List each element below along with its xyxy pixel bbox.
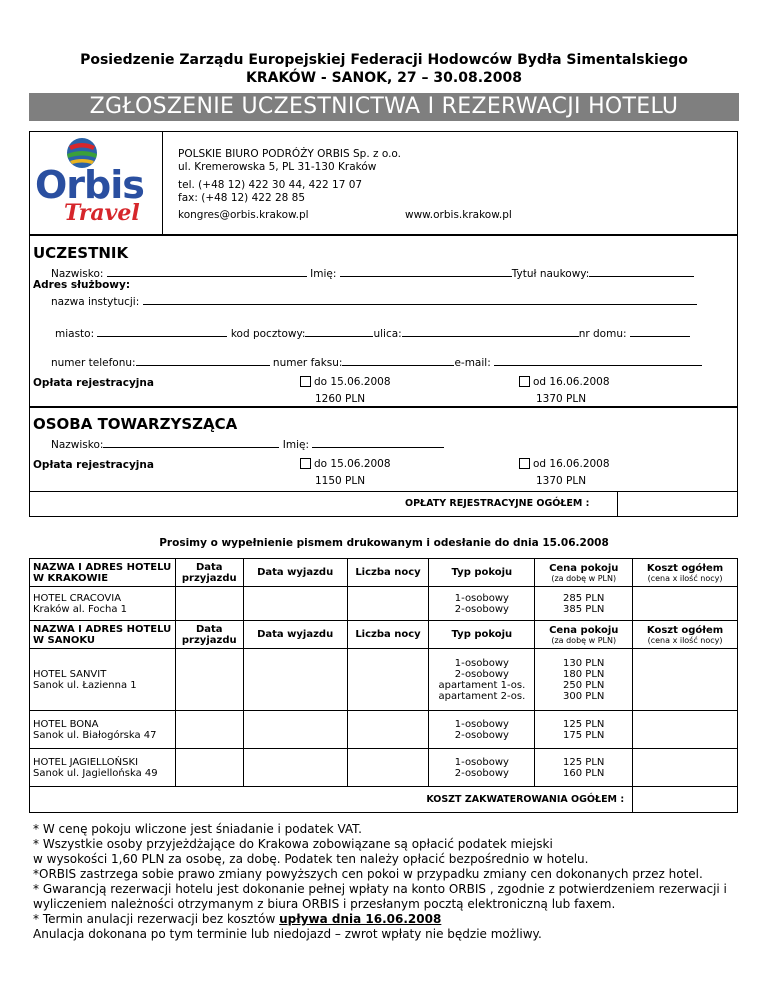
agency-tel: tel. (+48 12) 422 30 44, 422 17 07 [178, 179, 363, 191]
institution-label: nazwa instytucji: [51, 296, 140, 308]
postcode-label: kod pocztowy: [230, 328, 306, 340]
meeting-title: Posiedzenie Zarządu Europejskiej Federacji Hodowców Bydła Simentalskiego [80, 52, 688, 68]
email-field[interactable] [494, 354, 702, 366]
nights-input[interactable] [347, 587, 429, 621]
participant-fee1-label: do 15.06.2008 [314, 376, 391, 388]
departure-input[interactable] [243, 649, 347, 711]
col-arrival: Data przyjazdu [175, 559, 243, 587]
room-types: 1-osobowy 2-osobowy apartament 1-os. apartament 2-os. [429, 649, 535, 711]
departure-input[interactable] [243, 711, 347, 749]
companion-fee1-label: do 15.06.2008 [314, 458, 391, 470]
firstname-label: Imię: [310, 268, 337, 280]
logo-word: Orbis [35, 163, 144, 207]
agency-divider [162, 131, 163, 235]
col-departure: Data wyjazdu [243, 621, 347, 649]
logo-sub: Travel [64, 200, 140, 226]
companion-title: OSOBA TOWARZYSZĄCA [33, 415, 238, 433]
table-row [30, 649, 738, 711]
fill-instruction: Prosimy o wypełnienie pismem drukowanym i odesłanie do dnia 15.06.2008 [159, 537, 609, 549]
room-types: 1-osobowy 2-osobowy [429, 749, 535, 787]
col-price: Cena pokoju (za dobę w PLN) [535, 559, 633, 587]
note-no-refund: Anulacja dokonana po tym terminie lub niedojazd – zwrot wpłaty nie będzie możliwy. [33, 927, 542, 941]
col-nights: Liczba nocy [347, 621, 429, 649]
companion-firstname-label: Imię: [282, 439, 310, 451]
accommodation-total-label: KOSZT ZAKWATEROWANIA OGÓŁEM : [30, 787, 633, 813]
participant-fee2-checkbox[interactable] [519, 376, 530, 387]
departure-input[interactable] [243, 749, 347, 787]
participant-fee1-value: 1260 PLN [315, 393, 366, 405]
note-city-tax: * Wszystkie osoby przyjeżdżające do Krakowa zobowiązane są opłacić podatek miejski [33, 837, 553, 851]
agency-email[interactable]: kongres@orbis.krakow.pl [178, 209, 309, 221]
house-no-label: nr domu: [578, 328, 627, 340]
col-hotel: NAZWA I ADRES HOTELU W KRAKOWIE [30, 559, 176, 587]
table-row [30, 587, 738, 621]
email-label: e-mail: [454, 357, 491, 369]
nights-input[interactable] [347, 749, 429, 787]
city-label: miasto: [55, 328, 95, 340]
nights-input[interactable] [347, 711, 429, 749]
note-cancellation: * Termin anulacji rezerwacji bez kosztów upływa dnia 16.06.2008 [33, 912, 442, 926]
col-departure: Data wyjazdu [243, 559, 347, 587]
total-input[interactable] [633, 749, 738, 787]
participant-fee1-checkbox[interactable] [300, 376, 311, 387]
participant-fee-label: Opłata rejestracyjna [33, 377, 154, 389]
companion-fee2-label: od 16.06.2008 [533, 458, 610, 470]
col-price: Cena pokoju (za dobę w PLN) [535, 621, 633, 649]
col-room-type: Typ pokoju [429, 559, 535, 587]
col-total: Koszt ogółem (cena x ilość nocy) [633, 559, 738, 587]
room-prices: 285 PLN 385 PLN [535, 587, 633, 621]
hotel-sanvit: HOTEL SANVIT Sanok ul. Łazienna 1 [30, 649, 176, 711]
room-prices: 125 PLN 160 PLN [535, 749, 633, 787]
total-input[interactable] [633, 587, 738, 621]
degree-field[interactable] [589, 265, 694, 277]
phone-label: numer telefonu: [51, 357, 136, 369]
room-types: 1-osobowy 2-osobowy [429, 711, 535, 749]
participant-fee2-label: od 16.06.2008 [533, 376, 610, 388]
departure-input[interactable] [243, 587, 347, 621]
note-price-change: *ORBIS zastrzega sobie prawo zmiany powyższych cen pokoi w przypadku zmiany cen dokonanych przez hotel. [33, 867, 703, 881]
participant-title: UCZESTNIK [33, 244, 129, 262]
col-hotel: NAZWA I ADRES HOTELU W SANOKU [30, 621, 176, 649]
fax-field[interactable] [342, 354, 454, 366]
companion-fee1-value: 1150 PLN [315, 475, 366, 487]
arrival-input[interactable] [175, 711, 243, 749]
fax-label: numer faksu: [272, 357, 343, 369]
registration-total-label: OPŁATY REJESTRACYJNE OGÓŁEM : [405, 498, 590, 509]
companion-total-divider [29, 491, 738, 492]
agency-fax: fax: (+48 12) 422 28 85 [178, 192, 306, 204]
table-row [30, 711, 738, 749]
companion-fee2-checkbox[interactable] [519, 458, 530, 469]
hotel-cracovia: HOTEL CRACOVIA Kraków al. Focha 1 [30, 587, 176, 621]
note-guarantee: * Gwarancją rezerwacji hotelu jest dokonanie pełnej wpłaty na konto ORBIS , zgodnie z potwierdzeniem rezerwacji i [33, 882, 727, 896]
sanok-header-row [30, 621, 738, 649]
companion-fee1-checkbox[interactable] [300, 458, 311, 469]
companion-surname-field[interactable] [103, 436, 279, 448]
room-types: 1-osobowy 2-osobowy [429, 587, 535, 621]
col-room-type: Typ pokoju [429, 621, 535, 649]
cancellation-deadline: upływa dnia 16.06.2008 [279, 912, 442, 926]
hotel-jagiellonski: HOTEL JAGIELLOŃSKI Sanok ul. Jagiellońska 49 [30, 749, 176, 787]
note-city-tax-2: w wysokości 1,60 PLN za osobę, za dobę. Podatek ten należy opłacić bezpośrednio w hotelu. [33, 852, 589, 866]
arrival-input[interactable] [175, 649, 243, 711]
companion-firstname-field[interactable] [312, 436, 444, 448]
col-arrival: Data przyjazdu [175, 621, 243, 649]
street-label: ulica: [373, 328, 402, 340]
city-field[interactable] [97, 325, 227, 337]
postcode-field[interactable] [305, 325, 373, 337]
house-no-field[interactable] [630, 325, 690, 337]
companion-surname-label: Nazwisko: [51, 439, 104, 451]
phone-field[interactable] [136, 354, 270, 366]
meeting-place-date: KRAKÓW - SANOK, 27 – 30.08.2008 [246, 70, 522, 86]
krakow-header-row [30, 559, 738, 587]
form-banner: ZGŁOSZENIE UCZESTNICTWA I REZERWACJI HOTELU [29, 93, 739, 121]
work-address-label: Adres służbowy: [33, 279, 131, 291]
surname-field[interactable] [107, 265, 307, 277]
companion-fee2-value: 1370 PLN [536, 475, 587, 487]
col-nights: Liczba nocy [347, 559, 429, 587]
firstname-field[interactable] [340, 265, 512, 277]
street-field[interactable] [402, 325, 579, 337]
total-input[interactable] [633, 711, 738, 749]
participant-fee2-value: 1370 PLN [536, 393, 587, 405]
agency-name: POLSKIE BIURO PODRÓŻY ORBIS Sp. z o.o. [178, 148, 402, 160]
institution-field[interactable] [143, 293, 697, 305]
companion-total-cell-divider [617, 491, 618, 517]
room-prices: 125 PLN 175 PLN [535, 711, 633, 749]
col-total: Koszt ogółem (cena x ilość nocy) [633, 621, 738, 649]
table-row [30, 749, 738, 787]
companion-fee-label: Opłata rejestracyjna [33, 459, 154, 471]
arrival-input[interactable] [175, 587, 243, 621]
surname-label: Nazwisko: [51, 268, 104, 280]
degree-label: Tytuł naukowy: [511, 268, 590, 280]
agency-address: ul. Kremerowska 5, PL 31-130 Kraków [178, 161, 377, 173]
hotel-table [29, 558, 738, 813]
registration-total-field[interactable] [619, 493, 736, 515]
room-prices: 130 PLN 180 PLN 250 PLN 300 PLN [535, 649, 633, 711]
arrival-input[interactable] [175, 749, 243, 787]
note-guarantee-2: wyliczeniem należności otrzymanym z biura ORBIS i przesłanym pocztą elektroniczną lub faxem. [33, 897, 616, 911]
accommodation-total-field[interactable] [633, 787, 738, 813]
nights-input[interactable] [347, 649, 429, 711]
hotel-bona: HOTEL BONA Sanok ul. Białogórska 47 [30, 711, 176, 749]
agency-www[interactable]: www.orbis.krakow.pl [405, 209, 512, 221]
total-input[interactable] [633, 649, 738, 711]
note-vat: * W cenę pokoju wliczone jest śniadanie i podatek VAT. [33, 822, 362, 836]
accommodation-total-row [30, 787, 738, 813]
